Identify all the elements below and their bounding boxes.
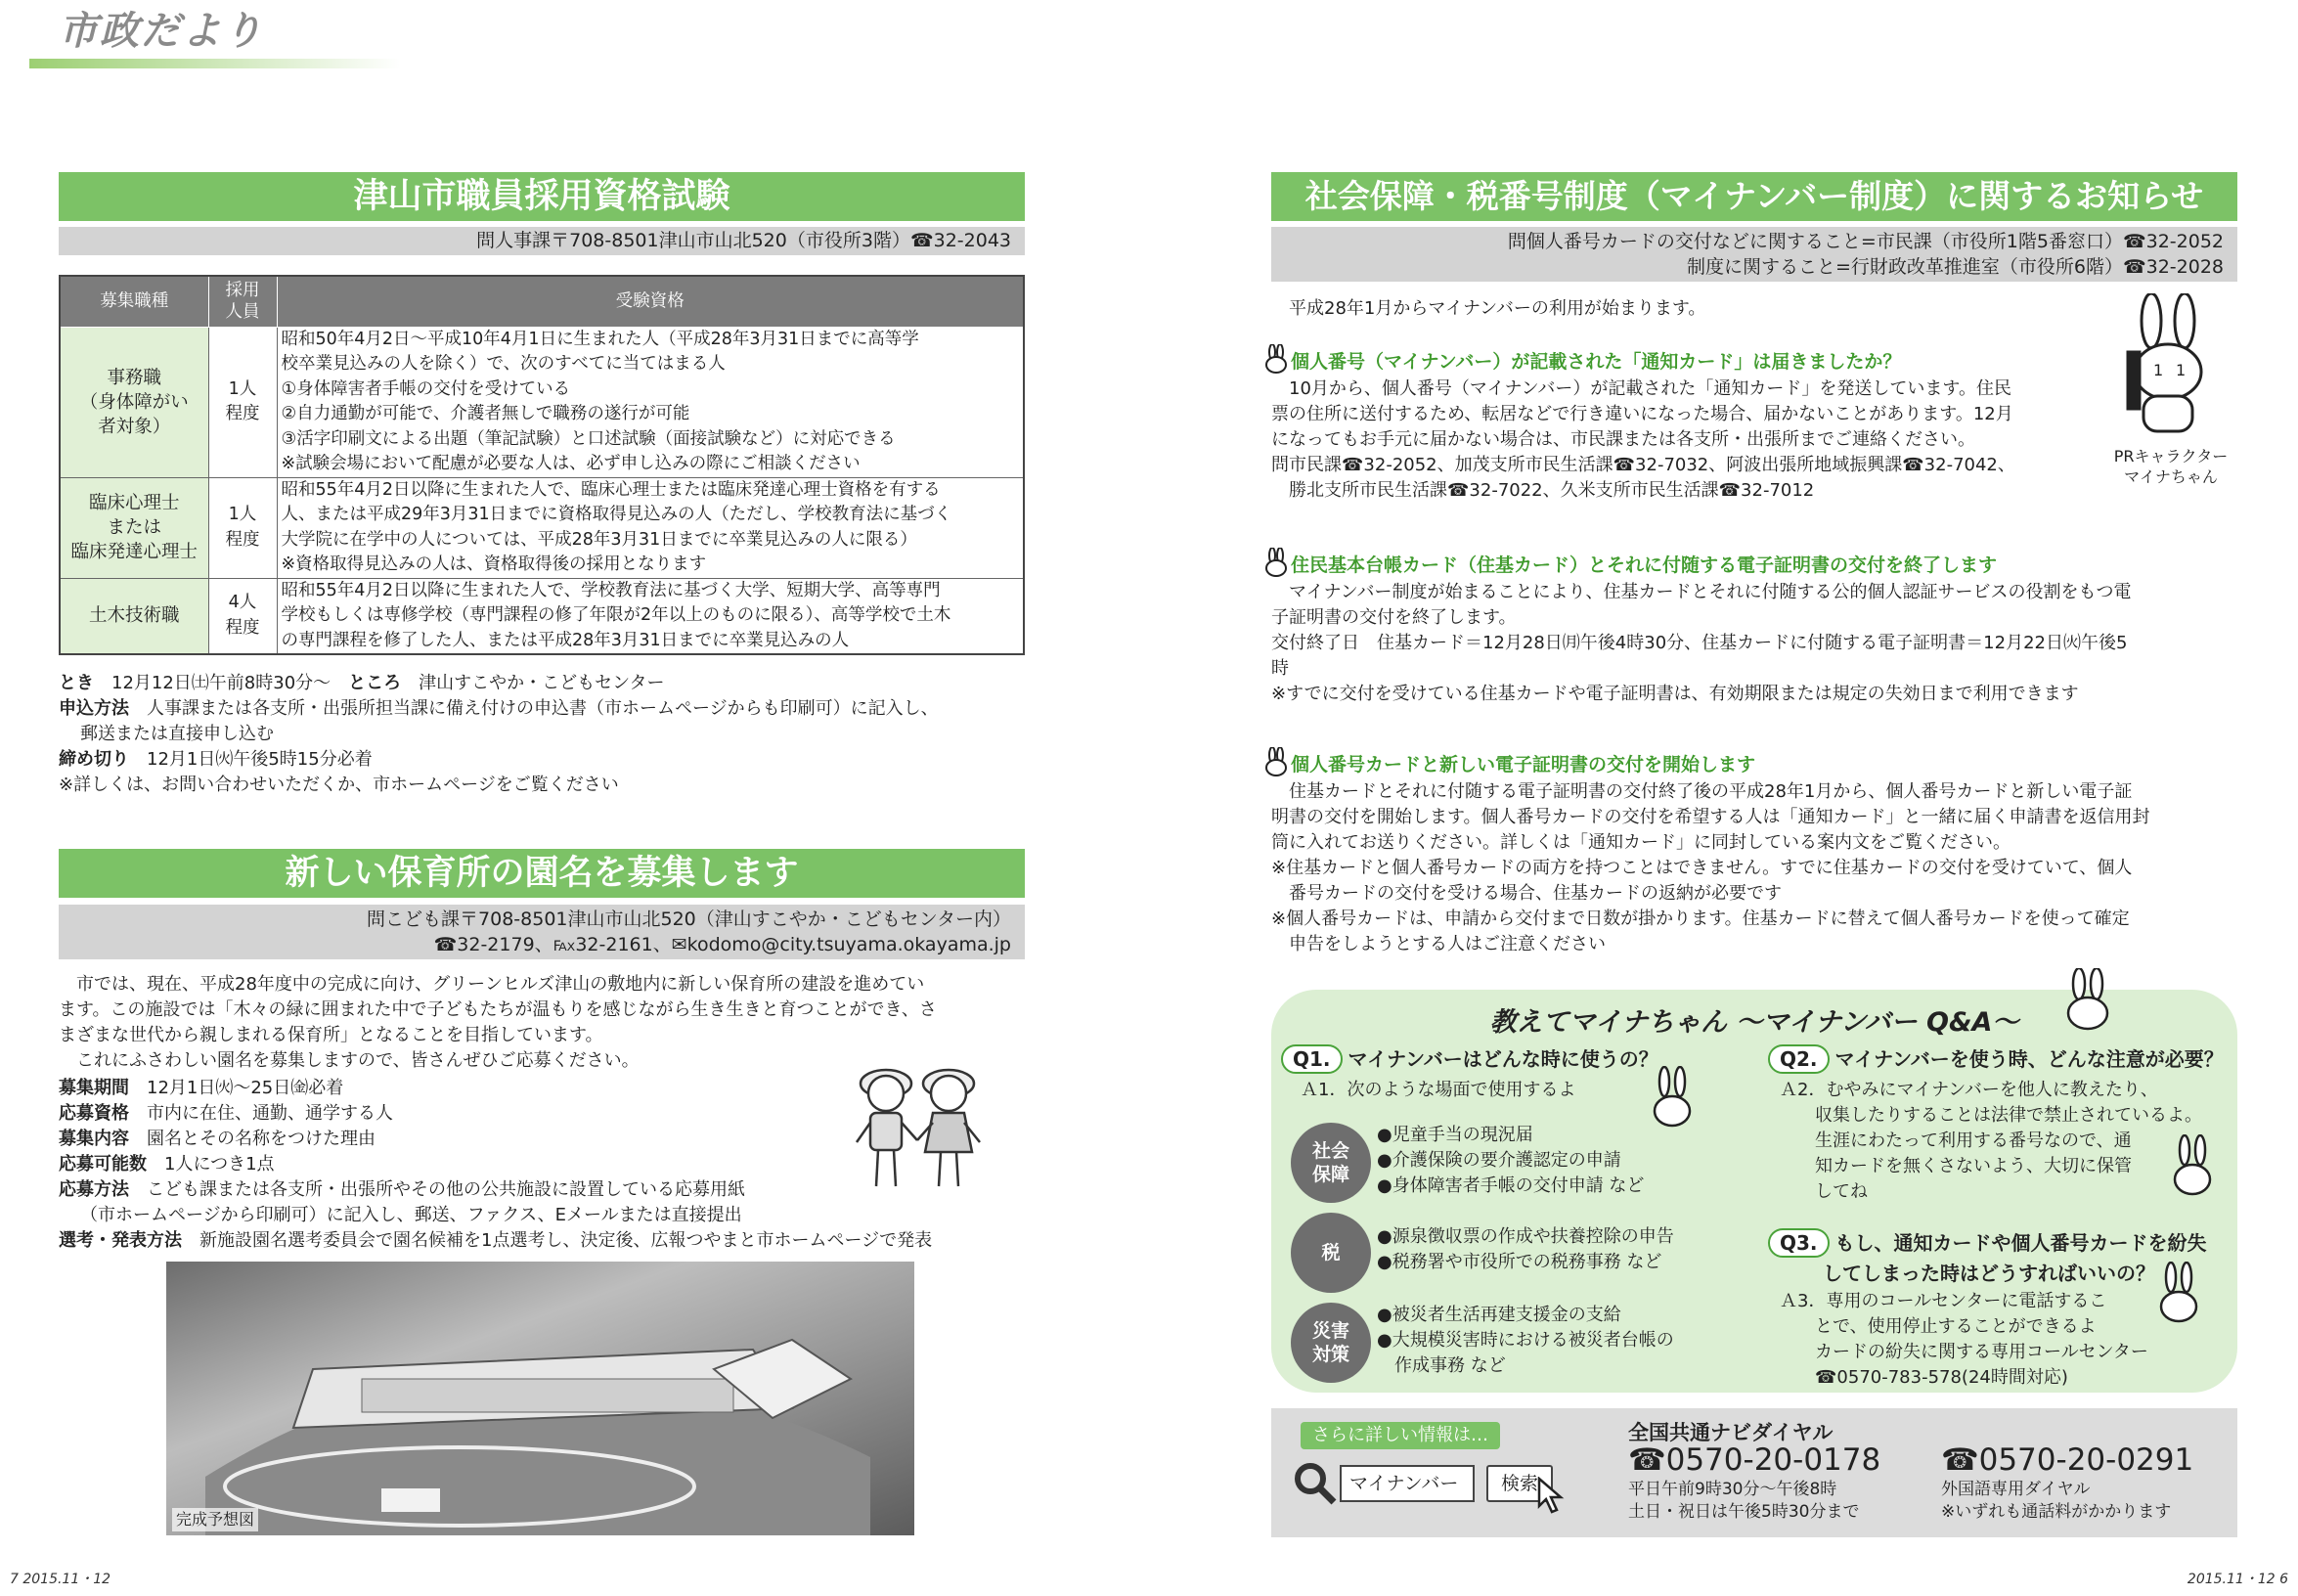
item-key: 選考・発表方法 — [59, 1230, 182, 1251]
item-value: 12月1日㈫～25日㈮必着 — [147, 1078, 344, 1098]
q3-answer-line: Ａ3．専用のコールセンターに電話するこ — [1780, 1291, 2107, 1311]
num-cell — [208, 477, 277, 578]
section-body-line: マイナンバー制度が始まることにより、住基カードとそれに付随する公的個人認証サービスの役割をもつ電 — [1271, 581, 2132, 602]
num-line: 程度 — [225, 617, 260, 638]
item-key: 募集内容 — [59, 1129, 129, 1149]
mascot-bullet-icon — [1261, 344, 1291, 374]
section-heading — [1261, 548, 2239, 580]
item-key: 募集期間 — [59, 1078, 129, 1098]
item-value: 園名とその名称をつけた理由 — [147, 1129, 376, 1149]
mascot-bullet-icon — [1261, 747, 1291, 776]
nursery-section-title: 新しい保育所の園名を募集します — [59, 849, 1025, 898]
table-row — [60, 327, 1024, 477]
qa-title: 教えてマイナちゃん ～マイナンバー Q&A～ — [1489, 1007, 2019, 1038]
section-body-line: 番号カードの交付を受ける場合、住基カードの返納が必要です — [1271, 882, 1782, 904]
mascot-mainachan-icon — [2114, 293, 2222, 460]
qual-line: 昭和55年4月2日以降に生まれた人で、臨床心理士または臨床発達心理士資格を有する — [281, 479, 941, 500]
q2-label: Q2. — [1768, 1044, 1830, 1074]
table-row — [60, 477, 1024, 578]
exam-section-title: 津山市職員採用資格試験 — [59, 172, 1025, 221]
navi-title: 全国共通ナビダイヤル — [1628, 1421, 1834, 1444]
detail-row — [59, 747, 1027, 773]
exam-table — [59, 275, 1025, 655]
item-value: 市内に在住、通勤、通学する人 — [147, 1103, 393, 1124]
mascot-bullet-icon — [1261, 548, 1291, 577]
detail-value: 郵送または直接申し込む — [80, 724, 274, 744]
q2-answer-line: 生涯にわたって利用する番号なので、通 — [1780, 1130, 2132, 1151]
group-item: ●被災者生活再建支援金の支給 — [1377, 1305, 1621, 1325]
q2-answer-line: Ａ2．むやみにマイナンバーを他人に教えたり、 — [1780, 1080, 2158, 1100]
right-page-footer: 2015.11・12 6 — [2187, 1572, 2288, 1587]
num-line: 4人 — [228, 593, 257, 613]
mynumber-contact — [1271, 227, 2237, 282]
qual-line: 大学院に在学中の人については、平成28年3月31日までに卒業見込みの人に限る） — [281, 529, 917, 550]
section-heading — [1261, 747, 2239, 779]
detail-value: 津山すこやか・こどもセンター — [419, 673, 665, 693]
section-body-line: ※住基カードと個人番号カードの両方を持つことはできません。すでに住基カードの交付を受けていて、個人 — [1271, 857, 2133, 878]
section-contact — [1261, 453, 2122, 504]
q3-text-1: もし、通知カードや個人番号カードを紛失 — [1834, 1231, 2207, 1255]
section-heading-text: 住民基本台帳カード（住基カード）とそれに付随する電子証明書の交付を終了します — [1291, 554, 1998, 576]
th-label: 募集職種 — [100, 291, 169, 312]
qual-line: 昭和55年4月2日以降に生まれた人で、学校教育法に基づく大学、短期大学、高等専門 — [281, 580, 941, 600]
q1-answer: Ａ1．次のような場面で使用するよ — [1301, 1080, 1576, 1100]
item-key: 応募可能数 — [59, 1154, 147, 1175]
q3-label: Q3. — [1768, 1228, 1830, 1258]
detail-value: 12月12日㈯午前8時30分～ — [111, 673, 331, 693]
mynumber-contact-line2: 制度に関すること=行財政改革推進室（市役所6階）☎32-2028 — [1686, 256, 2224, 278]
exam-details — [59, 671, 1027, 798]
navi-tel-1: ☎0570-20-0178 — [1628, 1442, 1881, 1478]
group-items-tax — [1377, 1224, 1674, 1275]
navi-tel-2: ☎0570-20-0291 — [1941, 1442, 2194, 1478]
group-circle-tax — [1291, 1213, 1371, 1293]
qa-q2 — [1768, 1044, 2224, 1075]
mynumber-contact-line1: 問個人番号カードの交付などに関すること=市民課（市役所1階5番窓口）☎32-2052 — [1507, 231, 2224, 252]
job-line: 臨床発達心理士 — [70, 542, 198, 562]
qual-line: ※試験会場において配慮が必要な人は、必ず申し込みの際にご相談ください — [281, 454, 861, 473]
qual-cell — [277, 578, 1024, 654]
section-body-line: 10月から、個人番号（マイナンバー）が記載された「通知カード」を発送しています。住民 — [1271, 377, 2011, 399]
mynumber-section-title: 社会保障・税番号制度（マイナンバー制度）に関するお知らせ — [1271, 172, 2237, 221]
group-item: ●源泉徴収票の作成や扶養控除の申告 — [1377, 1226, 1674, 1247]
item-value: 1人につき1点 — [164, 1154, 275, 1175]
num-cell — [208, 327, 277, 477]
group-circle-disaster — [1291, 1303, 1371, 1383]
navi-note-2: ※いずれも通話料がかかります — [1941, 1502, 2172, 1522]
q3-answer-line: ☎0570-783-578(24時間対応) — [1780, 1367, 2068, 1388]
section-body-line: 明書の交付を開始します。個人番号カードの交付を希望する人は「通知カード」と一緒に届く申請書を返信用封 — [1271, 806, 2150, 827]
mynumber-section-2 — [1261, 548, 2239, 707]
group-item: ●身体障害者手帳の交付申請 など — [1377, 1175, 1645, 1196]
section-heading-text: 個人番号（マイナンバー）が記載された「通知カード」は届きましたか？ — [1291, 351, 1902, 373]
num-line: 1人 — [228, 505, 257, 524]
contact-line: 問市民課☎32-2052、加茂支所市民生活課☎32-7032、阿波出張所地域振興課☎32-7042、 — [1271, 454, 2015, 475]
table-header-row — [60, 276, 1024, 327]
end-date-line: 時 — [1271, 657, 1289, 679]
nursery-contact-line1: 問こども課〒708-8501津山市山北520（津山すこやか・こどもセンター内） — [367, 909, 1011, 930]
nursery-item — [59, 1203, 1027, 1228]
q3-answer-line: カードの紛失に関する専用コールセンター — [1780, 1342, 2148, 1362]
nursery-body-line: これにふさわしい園名を募集しますので、皆さんぜひご応募ください。 — [59, 1050, 640, 1071]
search-input[interactable]: マイナンバー — [1340, 1465, 1475, 1502]
qual-cell — [277, 477, 1024, 578]
building-rendering-image — [166, 1262, 914, 1535]
group-item: ●介護保険の要介護認定の申請 — [1377, 1150, 1621, 1171]
mascot-q1-icon — [1643, 1066, 1701, 1134]
qual-line: ①身体障害者手帳の交付を受けている — [281, 378, 571, 399]
th-job — [60, 276, 208, 327]
contact-line: 勝北支所市民生活課☎32-7022、久米支所市民生活課☎32-7012 — [1271, 479, 1815, 501]
th-label: 人員 — [225, 302, 260, 323]
group-label-disaster: 災害 対策 — [1311, 1320, 1349, 1365]
item-value: （市ホームページから印刷可）に記入し、郵送、ファクス、Eメールまたは直接提出 — [80, 1205, 742, 1225]
nursery-body-line: ます。この施設では「木々の緑に囲まれた中で子どもたちが温もりを感じながら生き生きと育つことができ、さ — [59, 999, 937, 1020]
mascot-small-icon — [2054, 968, 2122, 1037]
navi-badge: さらに詳しい情報は… — [1301, 1422, 1500, 1449]
job-line: 土木技術職 — [88, 605, 180, 627]
section-body — [1261, 779, 2239, 957]
group-label-tax: 税 — [1321, 1242, 1341, 1264]
section-body — [1261, 580, 2239, 631]
nursery-contact — [59, 905, 1025, 959]
job-cell — [60, 477, 208, 578]
qual-line: ③活字印刷文による出題（筆記試験）と口述試験（面接試験など）に対応できる — [281, 428, 896, 449]
q1-label: Q1. — [1281, 1044, 1343, 1074]
end-date — [1261, 631, 2239, 682]
q2-answer-line: 収集したりすることは法律で禁止されているよ。 — [1780, 1105, 2202, 1126]
section-body-line: になってもお手元に届かない場合は、市民課または各支所・出張所までご連絡ください。 — [1271, 428, 1975, 450]
q2-answer-line: してね — [1780, 1181, 1868, 1202]
cursor-pointer-icon — [1535, 1477, 1570, 1516]
navi-hours-1: 平日午前9時30分～午後8時 — [1628, 1480, 1837, 1499]
page-header-title: 市政だより — [59, 9, 264, 54]
mascot-label — [2102, 446, 2239, 487]
nursery-item — [59, 1228, 1027, 1254]
job-line: または — [107, 517, 161, 538]
table-row — [60, 578, 1024, 654]
detail-key: ところ — [348, 673, 402, 693]
section-note: ※すでに交付を受けている住基カードや電子証明書は、有効期限または規定の失効日まで利用できます — [1271, 683, 2079, 704]
detail-row — [59, 671, 1027, 696]
mascot-q2-icon — [2163, 1134, 2222, 1203]
end-date-line: 交付終了日 住基カード＝12月28日㈪午後4時30分、住基カードに付随する電子証明書＝12月22日㈫午後5 — [1271, 632, 2128, 653]
left-page-footer: 7 2015.11・12 — [10, 1572, 111, 1587]
job-cell — [60, 578, 208, 654]
q2-text: マイナンバーを使う時、どんな注意が必要？ — [1834, 1047, 2224, 1071]
qual-line: ②自力通勤が可能で、介護者無しで職務の遂行が可能 — [281, 404, 690, 423]
group-items-social — [1377, 1123, 1644, 1199]
item-value: こども課または各支所・出張所やその他の公共施設に設置している応募用紙 — [147, 1179, 745, 1200]
num-cell — [208, 578, 277, 654]
mascot-q3-icon — [2149, 1262, 2208, 1330]
q1-text: マイナンバーはどんな時に使うの？ — [1348, 1047, 1658, 1071]
detail-value: 人事課または各支所・出張所担当課に備え付けの申込書（市ホームページからも印刷可）に記入し、 — [147, 698, 939, 719]
group-label-social: 社会 保障 — [1311, 1140, 1349, 1185]
qa-q1 — [1281, 1044, 1658, 1075]
detail-value: 12月1日㈫午後5時15分必着 — [147, 749, 373, 770]
mascot-label-line2: マイナちゃん — [2124, 467, 2218, 486]
nursery-body-line: 市では、現在、平成28年度中の完成に向け、グリーンヒルズ津山の敷地内に新しい保育所の建設を進めてい — [59, 974, 925, 995]
qual-line: 昭和50年4月2日～平成10年4月1日に生まれた人（平成28年3月31日までに高等学 — [281, 329, 919, 349]
qual-line: 人、または平成29年3月31日までに資格取得見込みの人（ただし、学校教育法に基づく — [281, 505, 952, 524]
item-key: 応募方法 — [59, 1179, 129, 1200]
qa-q3 — [1768, 1228, 2207, 1288]
detail-row — [59, 696, 1027, 722]
exam-contact: 問人事課〒708-8501津山市山北520（市役所3階）☎32-2043 — [59, 227, 1025, 255]
qual-cell — [277, 327, 1024, 477]
mynumber-section-3 — [1261, 747, 2239, 957]
section-body-line: 筒に入れてお送りください。詳しくは「通知カード」に同封している案内文をご覧ください。 — [1271, 831, 2011, 853]
q2-answer — [1780, 1078, 2202, 1205]
detail-key: 締め切り — [59, 749, 129, 770]
q3-answer — [1780, 1289, 2148, 1391]
q2-answer-line: 知カードを無くさないよう、大切に保管 — [1780, 1156, 2132, 1176]
qual-line: 学校もしくは専修学校（専門課程の修了年限が2年以上のものに限る）、高等学校で土木 — [281, 605, 951, 625]
group-item: ●児童手当の現況届 — [1377, 1125, 1533, 1145]
group-item: ●税務署や市役所での税務事務 など — [1377, 1252, 1662, 1272]
th-label: 受験資格 — [615, 291, 685, 312]
svg-text:1: 1 — [2176, 361, 2187, 379]
q3-answer-line: とで、使用停止することができるよ — [1780, 1316, 2097, 1337]
search-icon — [1291, 1459, 1338, 1506]
th-label: 採用 — [225, 281, 260, 301]
detail-key: とき — [59, 673, 94, 693]
job-line: （身体障がい — [79, 391, 189, 413]
detail-row — [59, 773, 1027, 798]
section-heading — [1261, 344, 2122, 377]
section-body-line: 票の住所に送付するため、転居などで行き違いになった場合、届かないことがあります。12月 — [1271, 403, 2013, 424]
num-line: 程度 — [225, 529, 260, 550]
mynumber-section-1 — [1261, 344, 2122, 504]
group-item: 作成事務 など — [1377, 1355, 1506, 1376]
section-body — [1261, 377, 2122, 453]
group-items-disaster — [1377, 1303, 1674, 1379]
job-line: 事務職 — [107, 367, 161, 388]
q3-text-2: してしまった時はどうすればいいの？ — [1823, 1261, 2155, 1285]
qual-line: ※資格取得見込みの人は、資格取得後の採用となります — [281, 554, 707, 574]
group-circle-social — [1291, 1123, 1371, 1203]
mynumber-intro: 平成28年1月からマイナンバーの利用が始まります。 — [1271, 298, 1706, 319]
num-line: 1人 — [228, 378, 257, 399]
photo-caption: 完成予想図 — [172, 1508, 258, 1531]
svg-text:1: 1 — [2153, 361, 2164, 379]
section-heading-text: 個人番号カードと新しい電子証明書の交付を開始します — [1291, 754, 1756, 776]
mascot-label-line1: PRキャラクター — [2113, 447, 2229, 466]
group-item: ●大規模災害時における被災者台帳の — [1377, 1330, 1674, 1351]
detail-value: ※詳しくは、お問い合わせいただくか、市ホームページをご覧ください — [59, 775, 619, 795]
detail-key: 申込方法 — [59, 698, 129, 719]
section-body-line: 子証明書の交付を終了します。 — [1271, 606, 1517, 628]
header-gradient-bar — [29, 59, 401, 68]
num-line: 程度 — [225, 404, 260, 423]
item-value: 新施設園名選考委員会で園名候補を1点選考し、決定後、広報つやまと市ホームページで発表 — [199, 1230, 933, 1251]
navi-hours-2: 土日・祝日は午後5時30分まで — [1628, 1502, 1860, 1522]
section-body-line: 申告をしようとする人はご注意ください — [1271, 933, 1606, 954]
detail-row — [59, 722, 1027, 747]
th-qual — [277, 276, 1024, 327]
qual-line: の専門課程を修了した人、または平成28年3月31日までに卒業見込みの人 — [281, 630, 850, 650]
section-body-line: 住基カードとそれに付随する電子証明書の交付終了後の平成28年1月から、個人番号カードと新しい電子証 — [1271, 780, 2133, 802]
section-body-line: ※個人番号カードは、申請から交付まで日数が掛かります。住基カードに替えて個人番号カードを使って確定 — [1271, 908, 2130, 929]
navi-note-1: 外国語専用ダイヤル — [1941, 1480, 2091, 1499]
job-line: 者対象） — [98, 416, 171, 437]
job-line: 臨床心理士 — [88, 493, 180, 513]
th-num — [208, 276, 277, 327]
search-button[interactable]: 検索 — [1486, 1465, 1553, 1502]
job-cell — [60, 327, 208, 477]
navi-hours — [1628, 1479, 1859, 1524]
item-key: 応募資格 — [59, 1103, 129, 1124]
qual-line: 校卒業見込みの人を除く）で、次のすべてに当てはまる人 — [281, 354, 726, 374]
nursery-contact-line2: ☎32-2179、℻32-2161、✉kodomo@city.tsuyama.okayama.jp — [433, 934, 1011, 955]
navi-note — [1941, 1479, 2171, 1524]
children-illustration — [839, 1054, 995, 1201]
nursery-body-line: まざまな世代から親しまれる保育所」となることを目指しています。 — [59, 1025, 603, 1045]
